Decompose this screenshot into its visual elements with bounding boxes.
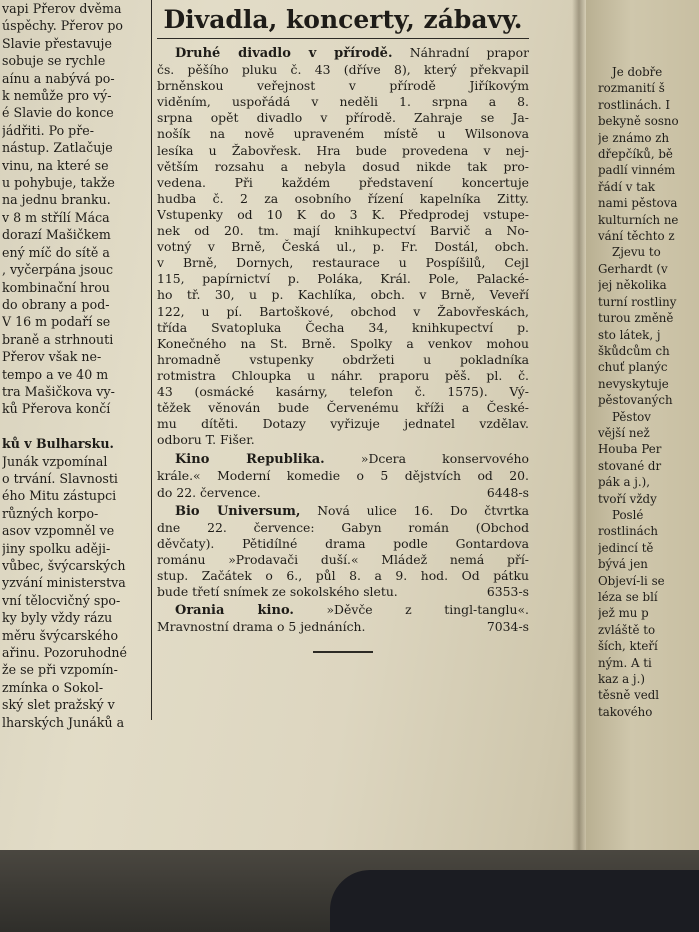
left-column-line: úspěchy. Přerov po: [2, 18, 124, 34]
right-column-line: sto látek, j: [598, 327, 661, 342]
article-line: těžek věnován bude Červenému kříži a České-: [157, 400, 529, 416]
left-column-line: u pohybuje, takže: [2, 175, 115, 191]
ad-line: románu »Prodavači duší.« Mládež nemá pří-: [157, 551, 529, 567]
left-column-line: é Slavie do konce: [2, 105, 114, 121]
ad-last-line: [157, 619, 529, 635]
left-column-line: vůbec, švýcarských: [2, 558, 126, 573]
ad-text: Mravnostní drama o 5 jednáních.: [157, 619, 366, 635]
ad-last-line: [157, 485, 529, 501]
ad-line: dne 22. července: Gabyn román (Obchod: [157, 519, 529, 535]
right-column-line: jež mu p: [598, 606, 649, 621]
left-column-line: o trvání. Slavnosti: [2, 470, 118, 486]
article-line: brněnskou veřejnost v přírodě Jiříkovým: [157, 78, 529, 94]
article-line: čs. pěšího pluku č. 43 (dříve 8), který překvapil: [157, 62, 529, 78]
right-column-line: Pěstov: [612, 409, 651, 424]
right-column-line: tvoří vždy: [598, 491, 657, 506]
article-line: odboru T. Fišer.: [157, 432, 255, 448]
right-column-line: škůdcům ch: [598, 343, 670, 358]
left-column-line: ský slet pražský v: [2, 697, 115, 713]
ad-text: do 22. července.: [157, 484, 261, 500]
right-column-line: padlí vinném: [598, 163, 676, 178]
ad-line: Kino Republika. »Dcera konservového: [175, 451, 529, 468]
left-column-line: k nemůže pro vý-: [2, 88, 112, 104]
left-column-line: lharských Junáků a: [2, 714, 125, 730]
article-line: nošík na nově upraveném místě u Wilsonova: [157, 126, 529, 142]
left-column-line: vapi Přerov dvěma: [2, 1, 122, 16]
ad-code: 6448-s: [486, 484, 529, 500]
right-column-line: chuť planýc: [598, 360, 668, 375]
left-column-line: měru švýcarského: [2, 627, 119, 643]
left-column-line: dorazí Mašičkem: [2, 227, 111, 243]
article-line: Druhé divadlo v přírodě. Náhradní prapor: [175, 45, 529, 61]
article-line: v Brně, Dornych, restaurace u Pospíšilů, Cejl: [157, 255, 529, 271]
left-column-line: v 8 m střílí Máca: [2, 209, 110, 225]
left-column-line: různých korpo-: [2, 505, 99, 521]
article-line: hudba č. 2 za osobního řízení kapelníka Zitty.: [157, 190, 529, 206]
right-column-line: pák a j.),: [598, 475, 651, 490]
article-line: 115, papírnictví p. Poláka, Král. Pole, Palacké-: [157, 271, 529, 287]
ad-line: děvčaty). Pětidílné drama podle Gontardova: [157, 535, 529, 551]
article-line: mu dítěti. Dotazy vyřizuje jednatel vzdělav.: [157, 416, 529, 432]
ad-line: Orania kino. »Děvče z tingl-tanglu«.: [175, 602, 529, 619]
left-column-line: Přerov však ne-: [2, 349, 102, 365]
article-line: votný v Brně, Česká ul., p. Fr. Dostál, obch.: [157, 239, 529, 255]
article-line: třída Svatopluka Čecha 34, knihkupectví p.: [157, 319, 529, 335]
left-column-line: že se při vzpomín-: [2, 662, 118, 678]
right-column-line: je známo zh: [598, 130, 670, 145]
left-column-line: ky byly vždy rázu: [2, 610, 113, 626]
right-column-line: kaz a j.): [598, 672, 645, 687]
section-title: Divadla, koncerty, zábavy.: [157, 4, 529, 39]
theatre-article: [157, 45, 529, 448]
right-column-line: rostlinách. I: [598, 97, 671, 112]
right-column-line: stované dr: [598, 458, 662, 473]
left-column-line: vní tělocvičný spo-: [2, 592, 121, 608]
right-column-line: bývá jen: [598, 557, 648, 572]
page-fold: [572, 0, 586, 850]
left-column-line: tempo a ve 40 m: [2, 366, 109, 382]
left-column-line: ků Přerova končí: [2, 401, 111, 417]
column-rule: [151, 0, 152, 720]
left-column-line: Slavie přestavuje: [2, 35, 112, 51]
ad-text: bude třetí snímek ze sokolského sletu.: [157, 584, 398, 600]
ad-last-line: [157, 584, 529, 600]
left-column-line: ého Mitu zástupci: [2, 488, 117, 504]
article-line: 122, u pí. Bartoškové, obchod v Žabovřeskách,: [157, 303, 529, 319]
end-separator: [313, 651, 373, 653]
article-line: ho tř. 30, u p. Kachlíka, obch. v Brně, Veveří: [157, 287, 529, 303]
right-column-line: rostlinách: [598, 524, 658, 539]
left-column-line: Junák vzpomínal: [2, 453, 108, 469]
left-column-line: jádřiti. Po pře-: [2, 122, 94, 138]
right-column-line: nevyskytuje: [598, 376, 669, 391]
article-line: hromadně vstupenky obdržeti u pokladníka: [157, 351, 529, 367]
right-column-line: takového: [598, 704, 653, 719]
right-column-line: ným. A ti: [598, 655, 652, 670]
right-column-line: vání těchto z: [598, 229, 675, 244]
right-column-line: turní rostliny: [598, 294, 677, 309]
cinema-ad: [157, 503, 529, 601]
right-column-line: těsně vedl: [598, 688, 660, 703]
article-line: nek od 20. tm. mají knihkupectví Barvič a No-: [157, 223, 529, 239]
left-column-line: asov vzpomněl ve: [2, 523, 115, 539]
left-column-line: na jednu branku.: [2, 192, 111, 208]
article-line: Konečného na St. Brně. Spolky a venkov mohou: [157, 335, 529, 351]
right-column-line: bekyně sosno: [598, 114, 679, 129]
right-column-line: kulturních ne: [598, 212, 679, 227]
ad-code: 6353-s: [486, 584, 529, 600]
middle-column: [157, 4, 529, 653]
cinema-ad: [157, 451, 529, 500]
right-column-line: Houba Per: [598, 442, 662, 457]
article-line: vedena. Při každém představení koncertuje: [157, 174, 529, 190]
left-column-line: sobuje se rychle: [2, 53, 106, 69]
left-column-line: ařinu. Pozoruhodné: [2, 645, 127, 661]
left-column-line: [2, 418, 148, 435]
right-column: [598, 64, 699, 720]
left-column-line: tra Mašičkova vy-: [2, 383, 115, 399]
article-line: větším rozsahu a nebyla dosud nikde tak pro-: [157, 158, 529, 174]
right-column-line: Zjevu to: [612, 245, 661, 260]
cinema-ad: [157, 602, 529, 635]
right-column-line: pěstovaných: [598, 393, 673, 408]
right-column-line: ších, kteří: [598, 639, 658, 654]
left-column-line: vinu, na které se: [2, 157, 109, 173]
article-line: 43 (osmácké kasárny, telefon č. 1575). Vý-: [157, 383, 529, 399]
right-column-line: Gerhardt (v: [598, 261, 668, 276]
right-column-line: nami pěstova: [598, 196, 678, 211]
right-column-line: Je dobře: [612, 65, 663, 79]
right-column-line: léza se blí: [598, 590, 658, 604]
left-column-line: , vyčerpána jsouc: [2, 262, 114, 278]
cinema-ads: [157, 451, 529, 635]
ad-line: krále.« Moderní komedie o 5 dějstvích od 20.: [157, 468, 529, 484]
right-column-line: Poslé: [612, 507, 644, 522]
right-column-line: dřepčíků, bě: [598, 147, 673, 162]
right-column-line: vější než: [598, 425, 650, 440]
left-column-line: ků v Bulharsku.: [2, 436, 114, 452]
left-column-line: yzvání ministerstva: [2, 575, 126, 591]
right-column-line: jedincí tě: [598, 540, 654, 555]
right-column-line: zvláště to: [598, 622, 656, 637]
left-column-line: ený míč do sítě a: [2, 244, 110, 260]
ad-code: 7034-s: [486, 619, 529, 635]
right-column-line: jej několika: [598, 278, 667, 293]
ad-line: stup. Začátek o 6., půl 8. a 9. hod. Od pátku: [157, 568, 529, 583]
left-column-line: braně a strhnouti: [2, 331, 114, 347]
article-line: rotmistra Chloupka u náhr. praporu pěš. pl. č.: [157, 367, 529, 383]
right-column-line: Objeví-li se: [598, 573, 665, 588]
article-line: lesíka u Žabovřesk. Hra bude provedena v nej-: [157, 142, 529, 158]
left-column-line: aínu a nabývá po-: [2, 70, 115, 86]
right-column-line: řádí v tak: [598, 179, 656, 194]
dark-cloth: [330, 870, 699, 932]
right-column-line: rozmanití š: [598, 81, 665, 96]
left-column: [2, 0, 148, 731]
left-column-line: jiny spolku aději-: [2, 540, 111, 556]
article-line: Vstupenky od 10 K do 3 K. Předprodej vstupe-: [157, 206, 529, 222]
article-line: srpna opět divadlo v přírodě. Zahraje se Ja-: [157, 110, 529, 126]
right-column-line: turou změně: [598, 311, 674, 326]
ad-line: Bio Universum, Nová ulice 16. Do čtvrtka: [175, 502, 529, 519]
left-column-line: nástup. Zatlačuje: [2, 140, 113, 156]
left-column-line: zmínka o Sokol-: [2, 679, 104, 695]
article-line: viděním, uspořádá v neděli 1. srpna a 8.: [157, 94, 529, 110]
left-column-line: kombinační hrou: [2, 279, 110, 295]
left-column-line: do obrany a pod-: [2, 296, 110, 312]
left-column-line: V 16 m podaří se: [2, 314, 111, 330]
